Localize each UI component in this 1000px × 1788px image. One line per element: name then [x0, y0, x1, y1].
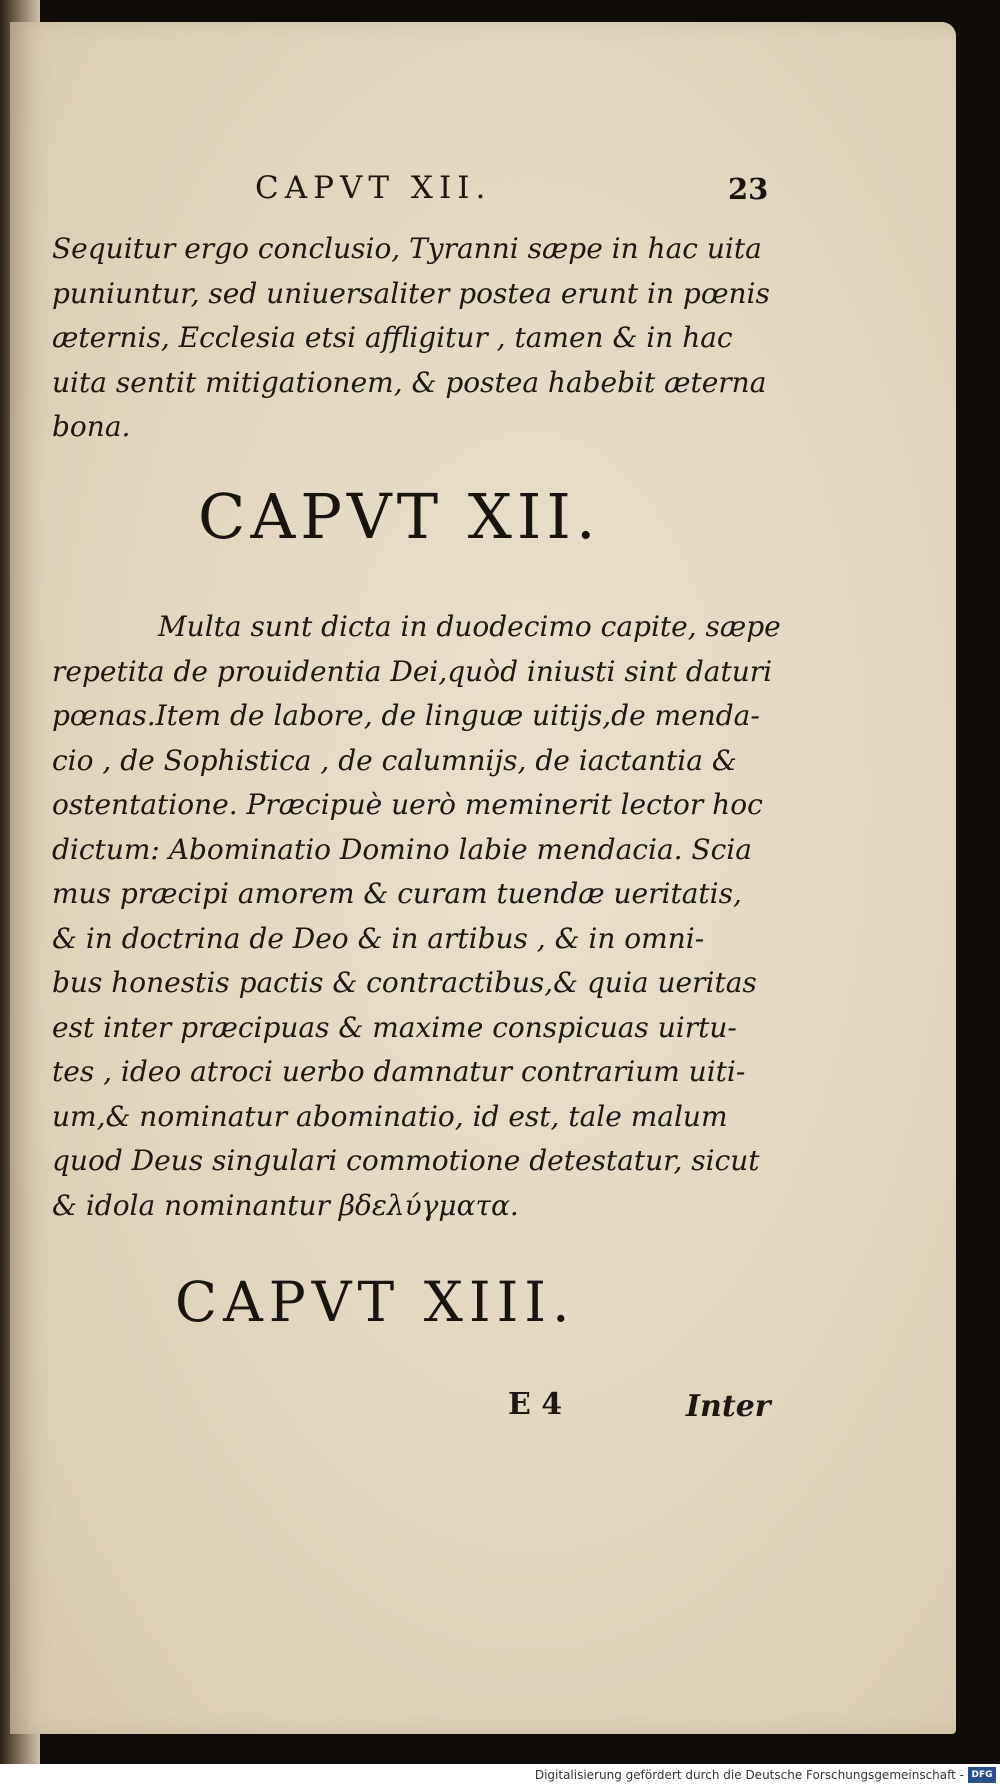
- text-line: puniuntur, sed uniuersaliter postea erunt in pœnis: [52, 276, 770, 310]
- text-line: bus honestis pactis & contractibus,& quia ueritas: [52, 966, 757, 999]
- book-page: [10, 22, 956, 1734]
- text-line: repetita de prouidentia Dei,quòd iniusti sint daturi: [52, 654, 773, 688]
- text-line: dictum: Abominatio Domino labie mendacia. Scia: [52, 832, 752, 866]
- funding-credit: Digitalisierung gefördert durch die Deutsche Forschungsgemeinschaft -: [534, 1768, 964, 1782]
- chapter-heading-xii: CAPVT XII.: [198, 480, 601, 553]
- signature-mark: E 4: [508, 1387, 563, 1422]
- catchword: Inter: [686, 1389, 771, 1424]
- dfg-logo-icon: DFG: [968, 1767, 996, 1783]
- text-line: & idola nominantur βδελύγματα.: [52, 1188, 519, 1222]
- text-line: quod Deus singulari commotione detestatur, sicut: [52, 1144, 760, 1177]
- text-line: & in doctrina de Deo & in artibus , & in omni-: [52, 921, 705, 955]
- text-line: ostentatione. Præcipuè uerò meminerit lector hoc: [52, 788, 763, 821]
- page-number: 23: [728, 172, 769, 206]
- text-line: um,& nominatur abominatio, id est, tale malum: [52, 1099, 728, 1133]
- text-line: cio , de Sophistica , de calumnijs, de iactantia &: [52, 743, 737, 777]
- text-line: uita sentit mitigationem, & postea habebit æterna: [52, 365, 767, 399]
- text-line: tes , ideo atroci uerbo damnatur contrarium uiti-: [52, 1055, 746, 1088]
- digitization-footer: [0, 1764, 1000, 1788]
- running-head: CAPVT XII.: [255, 170, 492, 206]
- text-line: æternis, Ecclesia etsi affligitur , tamen & in hac: [52, 321, 733, 354]
- text-line: bona.: [52, 410, 131, 443]
- text-line: Multa sunt dicta in duodecimo capite, sæpe: [158, 610, 781, 643]
- text-line: pœnas.Item de labore, de linguæ uitijs,de menda-: [52, 699, 760, 732]
- text-line: est inter præcipuas & maxime conspicuas uirtu-: [52, 1010, 737, 1044]
- paragraph-1: [52, 227, 770, 450]
- text-line: mus præcipi amorem & curam tuendæ ueritatis,: [52, 877, 742, 910]
- paragraph-2: [52, 605, 781, 1228]
- text-line: Sequitur ergo conclusio, Tyranni sæpe in hac uita: [52, 232, 762, 265]
- chapter-heading-xiii: CAPVT XIII.: [175, 1270, 576, 1334]
